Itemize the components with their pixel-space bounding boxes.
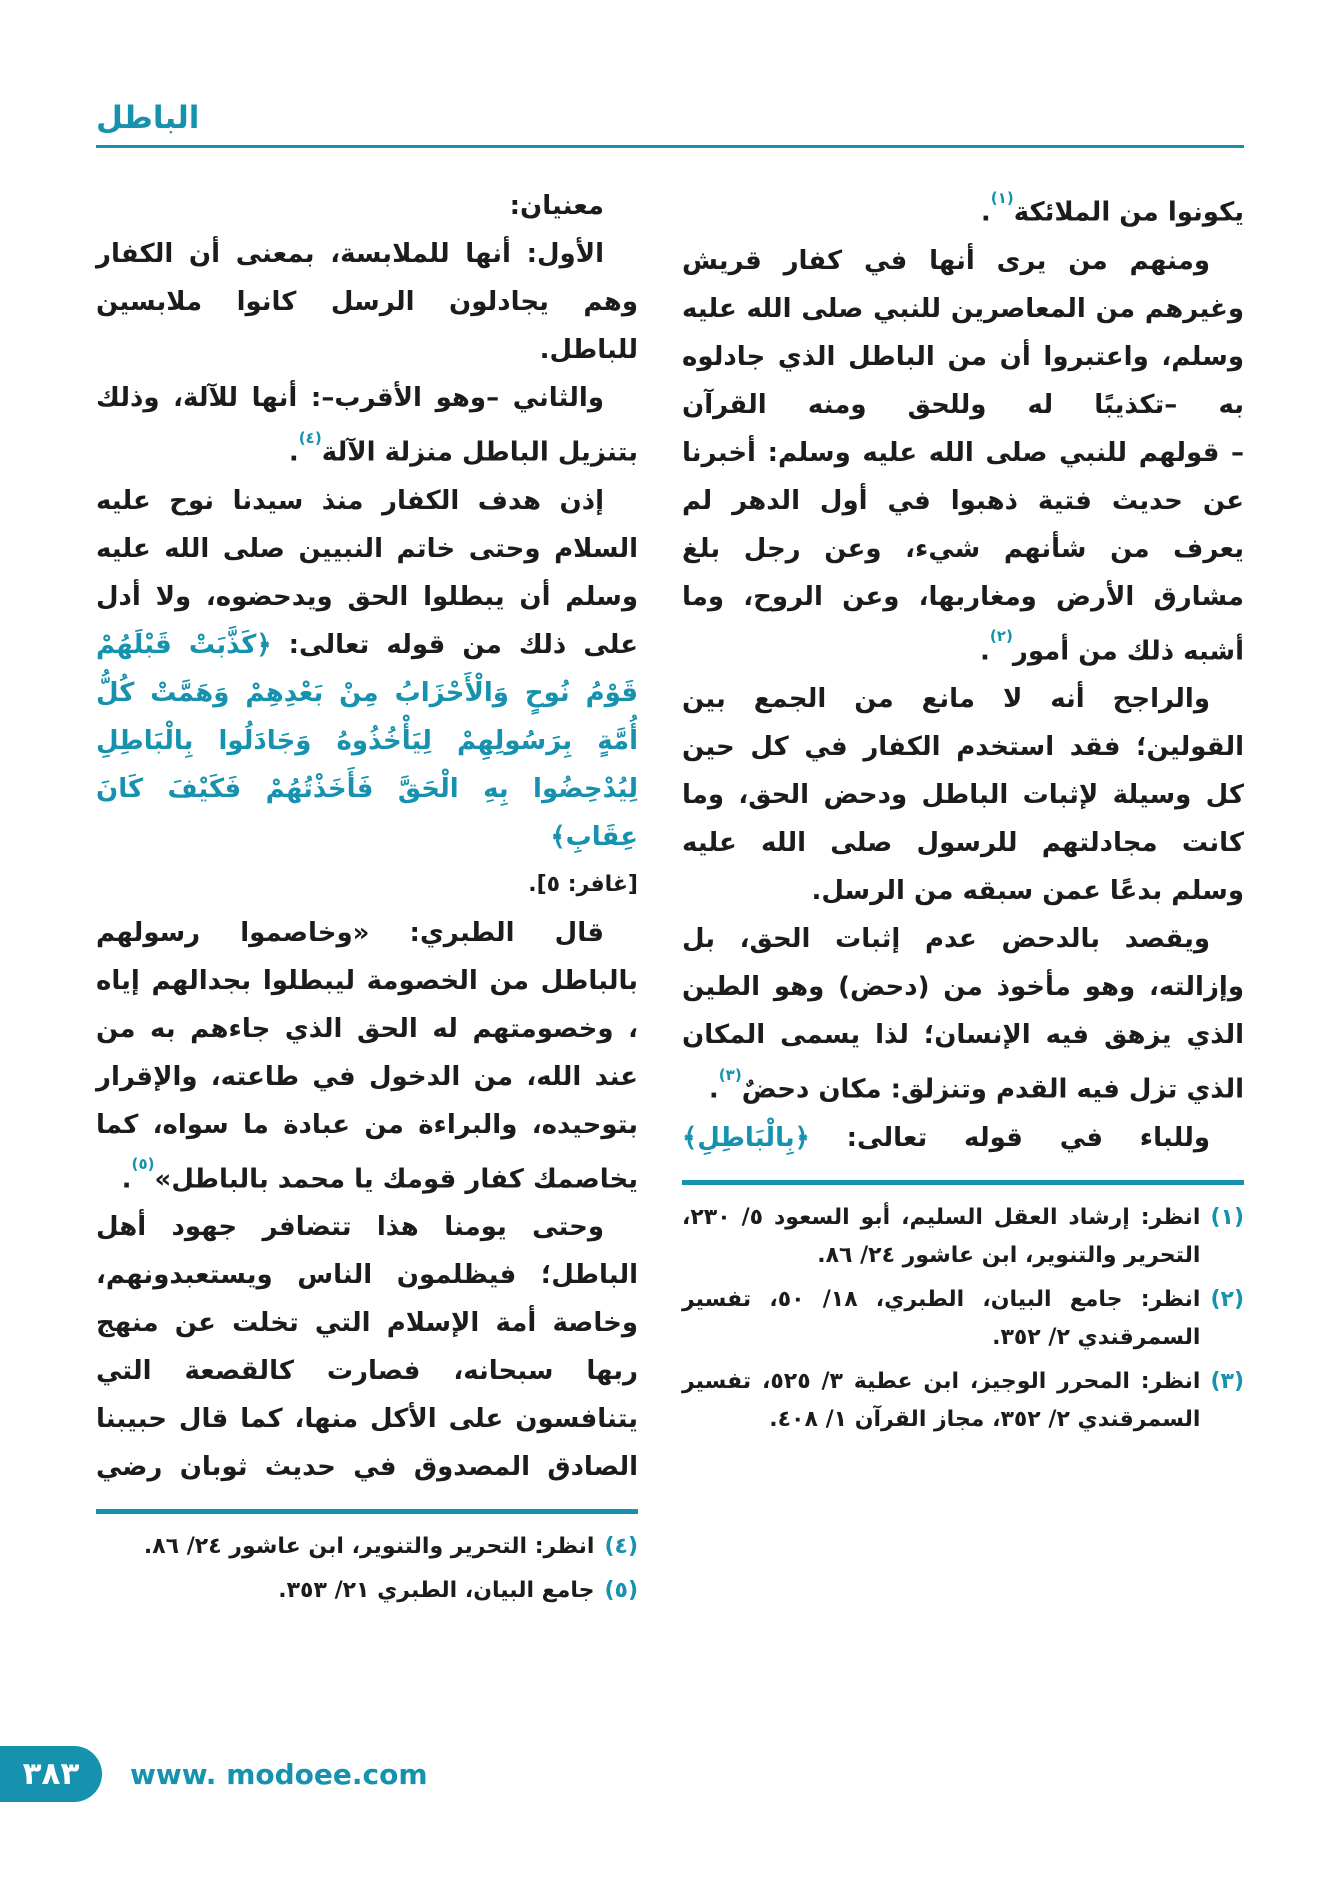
- paragraph-text: والثاني –وهو الأقرب–: أنها للآلة، وذلك بتنزيل الباطل منزلة الآلة: [96, 383, 638, 468]
- paragraph-text: معنيان:: [509, 191, 604, 221]
- footnotes-left: [96, 1528, 638, 1616]
- verse-source: [غافر: ٥].: [528, 871, 638, 897]
- paragraph-tail: .: [979, 636, 990, 667]
- paragraph-tail: .: [980, 197, 991, 228]
- footnote-item: [96, 1528, 638, 1566]
- paragraph-text: ومنهم من يرى أنها في كفار قريش وغيرهم من المعاصرين للنبي صلى الله عليه وسلم، واعتبروا أن من الباطل الذي جادلوه به –تكذيبًا له وللحق ومنه القرآن: [682, 245, 1244, 420]
- footnote-ref: (٥): [131, 1155, 155, 1174]
- footnote-number: (٤): [604, 1534, 638, 1560]
- two-column-body: [96, 182, 1244, 1616]
- paragraph-text: وللباء في قوله تعالى:: [809, 1122, 1210, 1153]
- paragraph-text: إذن هدف الكفار منذ سيدنا نوح عليه السلام وحتى خاتم النبيين صلى الله عليه وسلم أن يبطلوا الحق ويدحضوه، ولا أدل على ذلك من قوله تعالى:: [96, 485, 639, 660]
- website-url: www. modoee.com: [130, 1758, 428, 1791]
- column-left: [96, 182, 638, 1616]
- paragraph: [682, 237, 1244, 429]
- paragraph: [96, 374, 638, 477]
- paragraph: [96, 182, 638, 230]
- paragraph: [96, 230, 638, 374]
- paragraph-text: – قولهم للنبي صلى الله عليه وسلم: أخبرنا عن حديث فتية ذهبوا في أول الدهر لم يعرف من شأنهم شيء، وعن رجل بلغ مشارق الأرض ومغاربها، وعن الروح، وما أشبه ذلك من أمور: [682, 437, 1244, 667]
- footnote-text: انظر: إرشاد العقل السليم، أبو السعود ٥/ ٢٣٠، التحرير والتنوير، ابن عاشور ٢٤/ ٨٦.: [682, 1204, 1201, 1268]
- footnote-item: [96, 1572, 638, 1610]
- paragraph: [96, 477, 638, 909]
- footnote-text: انظر: المحرر الوجيز، ابن عطية ٣/ ٥٢٥، تفسير السمرقندي ٢/ ٣٥٢، مجاز القرآن ١/ ٤٠٨.: [682, 1368, 1201, 1432]
- footnote-number: (٥): [604, 1578, 638, 1604]
- paragraph: [682, 429, 1244, 676]
- footnote-ref: (٤): [298, 428, 322, 447]
- footnote-item: [682, 1281, 1244, 1357]
- footnote-item: [682, 1363, 1244, 1439]
- footnote-ref: (٣): [718, 1066, 742, 1085]
- paragraph-text: قال الطبري: «وخاصموا رسولهم بالباطل من الخصومة ليبطلوا بجدالهم إياه ، وخصومتهم له الحق الذي جاءهم به من عند الله، من الدخول في طاعته، والإقرار بتوحيده، والبراءة من عبادة ما سواه، كما يخاصمك كفار قومك يا محمد بالباطل»: [96, 917, 638, 1195]
- column-right: [682, 182, 1244, 1616]
- footnote-text: انظر: جامع البيان، الطبري، ١٨/ ٥٠، تفسير السمرقندي ٢/ ٣٥٢.: [682, 1286, 1201, 1350]
- footnotes-right: [682, 1199, 1244, 1445]
- paragraph: [682, 915, 1244, 1114]
- footnote-item: [682, 1199, 1244, 1275]
- footnote-number: (٢): [1210, 1286, 1244, 1312]
- footnote-separator: [96, 1509, 638, 1514]
- footnote-ref: (١): [990, 188, 1014, 207]
- footnote-ref: (٢): [989, 627, 1013, 646]
- page-number: ٣٨٣: [22, 1756, 80, 1792]
- page-header: [96, 100, 1244, 148]
- paragraph-tail: .: [708, 1074, 719, 1105]
- page-title: الباطل: [96, 100, 200, 136]
- paragraph: [96, 909, 638, 1204]
- header-rule: [96, 145, 1244, 148]
- footnote-text: انظر: التحرير والتنوير، ابن عاشور ٢٤/ ٨٦.: [143, 1534, 595, 1560]
- footnote-text: جامع البيان، الطبري ٢١/ ٣٥٣.: [278, 1578, 595, 1604]
- quran-verse: ﴿كَذَّبَتْ قَبْلَهُمْ قَوْمُ نُوحٍ وَالْأَحْزَابُ مِنْ بَعْدِهِمْ وَهَمَّتْ كُلُّ أُمَّةٍ بِرَسُولِهِمْ لِيَأْخُذُوهُ وَجَادَلُوا بِالْبَاطِلِ لِيُدْحِضُوا بِهِ الْحَقَّ فَأَخَذْتُهُمْ فَكَيْفَ كَانَ عِقَابِ﴾: [96, 629, 638, 852]
- paragraph-tail: .: [288, 437, 299, 468]
- paragraph: [96, 1203, 638, 1491]
- quran-verse: ﴿بِالْبَاطِلِ﴾: [682, 1122, 810, 1153]
- paragraph: [682, 182, 1244, 237]
- page-number-badge: [0, 1746, 102, 1802]
- footnote-number: (٣): [1210, 1368, 1244, 1394]
- paragraph-text: الأول: أنها للملابسة، بمعنى أن الكفار وهم يجادلون الرسل كانوا ملابسين للباطل.: [96, 239, 638, 365]
- paragraph: [682, 675, 1244, 915]
- paragraph-text: يكونوا من الملائكة: [1013, 197, 1244, 228]
- paragraph-text: وحتى يومنا هذا تتضافر جهود أهل الباطل؛ فيظلمون الناس ويستعبدونهم، وخاصة أمة الإسلام التي تخلت عن منهج ربها سبحانه، فصارت كالقصعة التي يتنافسون على الأكل منها، كما قال حبيبنا الصادق المصدوق في حديث ثوبان رضي: [96, 1212, 638, 1483]
- paragraph: [682, 1114, 1244, 1162]
- paragraph-tail: .: [121, 1164, 132, 1195]
- paragraph-text: ويقصد بالدحض عدم إثبات الحق، بل وإزالته، وهو مأخوذ من (دحض) وهو الطين الذي يزهق فيه الإنسان؛ لذا يسمى المكان الذي تزل فيه القدم وتنزلق: مكان دحضٌ: [682, 924, 1244, 1105]
- paragraph-text: والراجح أنه لا مانع من الجمع بين القولين؛ فقد استخدم الكفار في كل حين كل وسيلة لإثبات الباطل ودحض الحق، وما كانت مجادلتهم للرسول صلى الله عليه وسلم بدعًا عمن سبقه من الرسل.: [682, 684, 1244, 907]
- footnote-separator: [682, 1180, 1244, 1185]
- footnote-number: (١): [1210, 1204, 1244, 1230]
